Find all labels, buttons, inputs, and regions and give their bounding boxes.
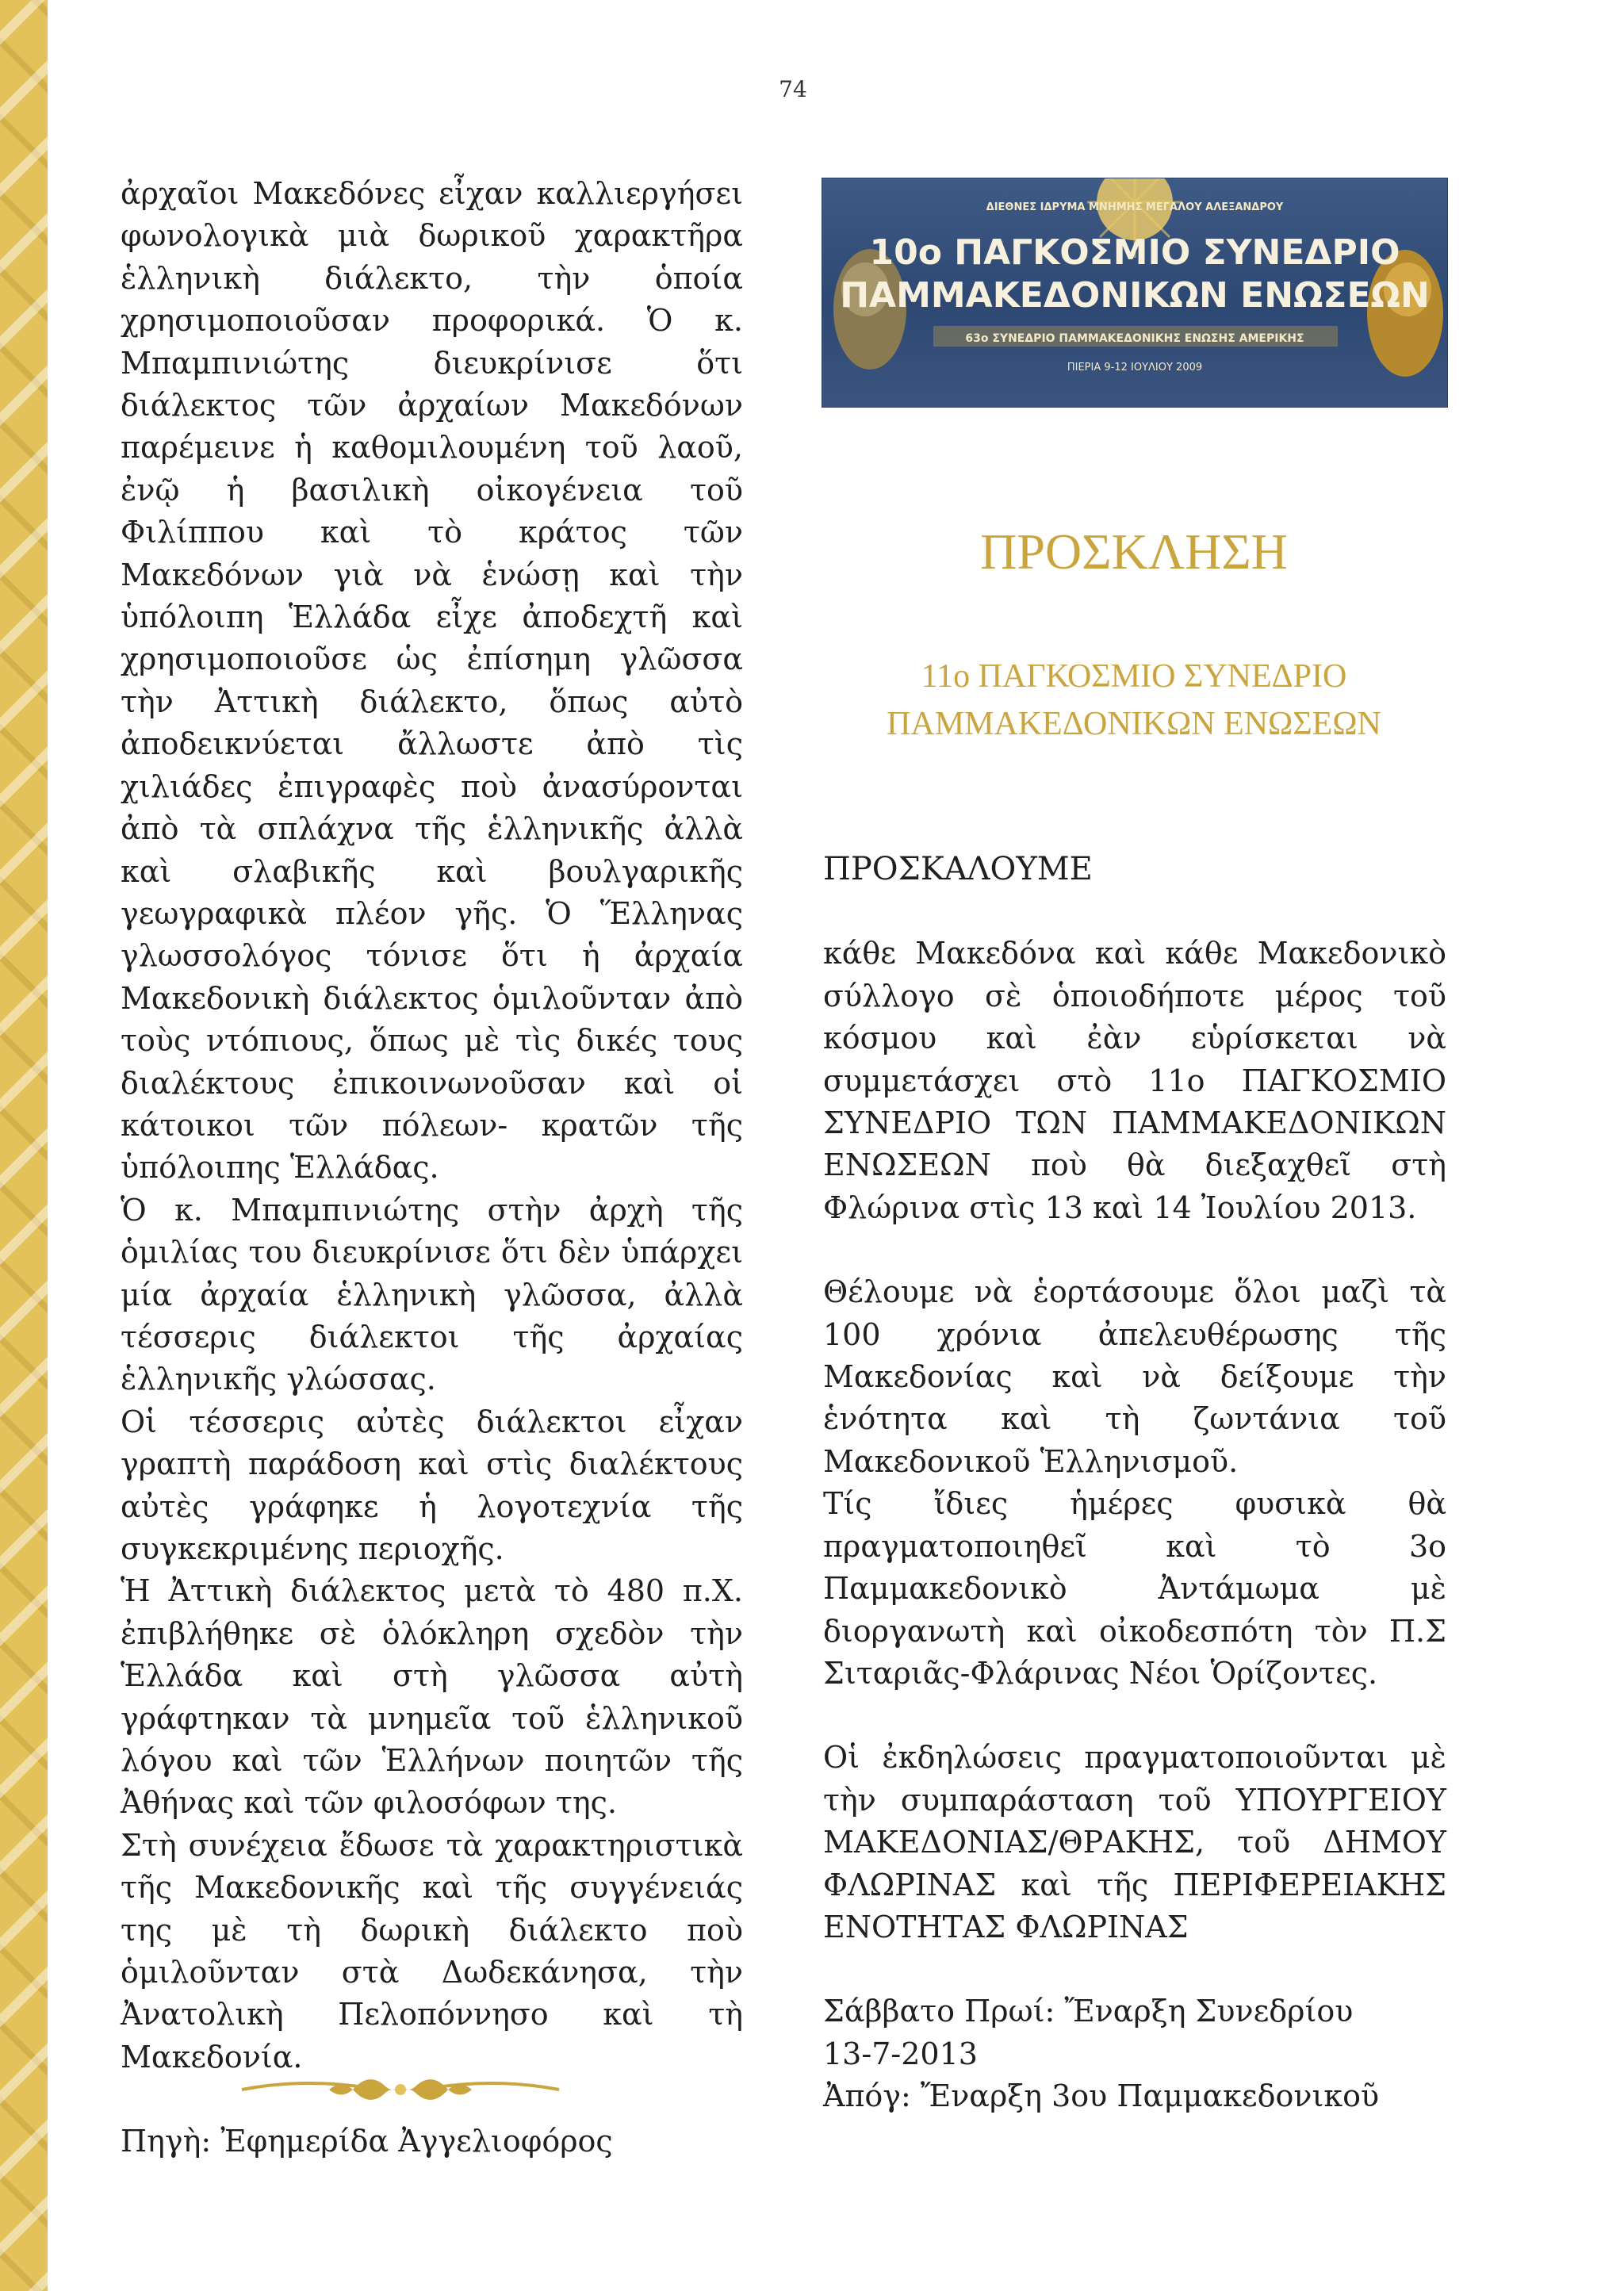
page-number: 74 bbox=[779, 76, 807, 102]
heading-invitation: ΠΡΟΣΚΛΗΣΗ bbox=[980, 523, 1288, 580]
subheading-line: 11ο ΠΑΓΚΟΣΜΙΟ ΣΥΝΕΔΡΙΟ bbox=[921, 658, 1347, 695]
right-column bbox=[823, 849, 1446, 2118]
ornament-divider bbox=[234, 2062, 567, 2117]
banner-title-line2: ΠΑΜΜΑΚΕΔΟΝΙΚΩΝ ΕΝΩΣΕΩΝ bbox=[840, 275, 1430, 316]
banner-title-line1: 10ο ΠΑΓΚΟΣΜΙΟ ΣΥΝΕΔΡΙΟ bbox=[869, 232, 1400, 273]
paragraph: Οἱ τέσσερις αὐτὲς διάλεκτοι εἶχαν γραπτὴ παράδοση καὶ στὶς διαλέκτους αὐτὲς γράφηκε ἡ λογοτεχνία τῆς συγκεκριμένης περιοχῆς. bbox=[121, 1404, 743, 1566]
schedule-line: Σάββατο Πρωί: Ἔναρξη Συνεδρίου bbox=[823, 1994, 1354, 2029]
paragraph: Ὁ κ. Μπαμπινιώτης στὴν ἀρχὴ τῆς ὁμιλίας του διευκρίνισε ὅτι δὲν ὑπάρχει μία ἀρχαία ἑλληνικὴ γλῶσσα, ἀλλὰ τέσσερις διάλεκτοι τῆς ἀρχαίας ἑλληνικῆς γλώσσας. bbox=[121, 1192, 743, 1397]
paragraph: Θέλουμε νὰ ἑορτάσουμε ὅλοι μαζὶ τὰ 100 χρόνια ἀπελευθέρωσης τῆς Μακεδονίας καὶ νὰ δείξουμε τὴν ἑνότητα καὶ τὴ ζωντάνια τοῦ Μακεδονικοῦ Ἑλληνισμοῦ. bbox=[823, 1274, 1446, 1479]
paragraph: κάθε Μακεδόνα καὶ κάθε Μακεδονικὸ σύλλογο σὲ ὁποιοδήποτε μέρος τοῦ κόσμου καὶ ἐὰν εὑρίσκεται νὰ συμμετάσχει στὸ 11ο ΠΑΓΚΟΣΜΙΟ ΣΥΝΕΔΡΙΟ ΤΩΝ ΠΑΜΜΑΚΕΔΟΝΙΚΩΝ ΕΝΩΣΕΩΝ ποὺ θὰ διεξαχθεῖ στὴ Φλώρινα στὶς 13 καὶ 14 Ἰουλίου 2013. bbox=[823, 936, 1446, 1225]
source-line: Πηγὴ: Ἐφημερίδα Ἀγγελιοφόρος bbox=[121, 2124, 613, 2159]
banner-top-line: ΔΙΕΘΝΕΣ ΙΔΡΥΜΑ ΜΝΗΜΗΣ ΜΕΓΑΛΟΥ ΑΛΕΞΑΝΔΡΟΥ bbox=[986, 201, 1284, 213]
paragraph: Στὴ συνέχεια ἔδωσε τὰ χαρακτηριστικὰ τῆς Μακεδονικῆς καὶ τῆς συγγένειάς της μὲ τὴ δωρικὴ διάλεκτο ποὺ ὁμιλοῦνταν στὰ Δωδεκάνησα, τὴν Ἀνατολικὴ Πελοπόννησο καὶ τὴ Μακεδονία. bbox=[121, 1827, 743, 2075]
banner-date-line: ΠΙΕΡΙΑ 9-12 ΙΟΥΛΙΟΥ 2009 bbox=[1067, 362, 1203, 374]
paragraph: ἀρχαῖοι Μακεδόνες εἶχαν καλλιεργήσει φωνολογικὰ μιὰ δωρικοῦ χαρακτῆρα ἑλληνικὴ διάλεκτο, τὴν ὁποία χρησιμοποιοῦσαν προφορικά. Ὁ κ. Μπαμπινιώτης διευκρίνισε ὅτι διάλεκτος τῶν ἀρχαίων Μακεδόνων παρέμεινε ἡ καθομιλουμένη τοῦ λαοῦ, ἐνῷ ἡ βασιλικὴ οἰκογένεια τοῦ Φιλίππου καὶ τὸ κράτος τῶν Μακεδόνων γιὰ νὰ ἑνώσῃ καὶ τὴν ὑπόλοιπη Ἑλλάδα εἶχε ἀποδεχτῆ καὶ χρησιμοποιοῦσε ὡς ἐπίσημη γλῶσσα τὴν Ἀττικὴ διάλεκτο, ὅπως αὐτὸ ἀποδεικνύεται ἄλλωστε ἀπὸ τὶς χιλιάδες ἐπιγραφὲς ποὺ ἀνασύρονται ἀπὸ τὰ σπλάχνα τῆς ἑλληνικῆς ἀλλὰ καὶ σλαβικῆς καὶ βουλγαρικῆς γεωγραφικὰ πλέον γῆς. Ὁ Ἕλληνας γλωσσολόγος τόνισε ὅτι ἡ ἀρχαία Μακεδονικὴ διάλεκτος ὁμιλοῦνταν ἀπὸ τοὺς ντόπιους, ὅπως μὲ τὶς δικές τους διαλέκτους ἐπικοινωνοῦσαν καὶ οἱ κάτοικοι τῶν πόλεων- κρατῶν τῆς ὑπόλοιπης Ἑλλάδας. bbox=[121, 176, 743, 1186]
schedule-line: 13-7-2013 bbox=[823, 2036, 978, 2071]
paragraph: Οἱ ἐκδηλώσεις πραγματοποιοῦνται μὲ τὴν συμπαράσταση τοῦ ΥΠΟΥΡΓΕΙΟΥ ΜΑΚΕΔΟΝΙΑΣ/ΘΡΑΚΗΣ, τοῦ ΔΗΜΟΥ ΦΛΩΡΙΝΑΣ καὶ τῆς ΠΕΡΙΦΕΡΕΙΑΚΗΣ ΕΝΟΤΗΤΑΣ ΦΛΩΡΙΝΑΣ bbox=[823, 1740, 1446, 1944]
congress-banner-photo bbox=[822, 178, 1448, 408]
decorative-border bbox=[0, 0, 48, 2291]
banner-sub-line: 63ο ΣΥΝΕΔΡΙΟ ΠΑΜΜΑΚΕΔΟΝΙΚΗΣ ΕΝΩΣΗΣ ΑΜΕΡΙΚΗΣ bbox=[965, 332, 1304, 345]
greeting: ΠΡΟΣΚΑΛΟΥΜΕ bbox=[823, 851, 1093, 887]
schedule-line: Ἀπόγ: Ἔναρξη 3ου Παμμακεδονικοῦ bbox=[823, 2078, 1380, 2114]
paragraph: Τίς ἴδιες ἡμέρες φυσικὰ θὰ πραγματοποιηθεῖ καὶ τὸ 3ο Παμμακεδονικὸ Ἀντάμωμα μὲ διοργανωτὴ καὶ οἰκοδεσπότη τὸν Π.Σ Σιταριᾶς-Φλάρινας Νέοι Ὁρίζοντες. bbox=[823, 1486, 1446, 1691]
subheading-line: ΠΑΜΜΑΚΕΔΟΝΙΚΩΝ ΕΝΩΣΕΩΝ bbox=[887, 706, 1381, 742]
left-column bbox=[121, 173, 743, 2163]
paragraph: Ἡ Ἀττικὴ διάλεκτος μετὰ τὸ 480 π.Χ. ἐπιβλήθηκε σὲ ὁλόκληρη σχεδὸν τὴν Ἑλλάδα καὶ στὴ γλῶσσα αὐτὴ γράφτηκαν τὰ μνημεῖα τοῦ ἑλληνικοῦ λόγου καὶ τῶν Ἑλλήνων ποιητῶν τῆς Ἀθήνας καὶ τῶν φιλοσόφων της. bbox=[121, 1573, 743, 1821]
subheading-congress bbox=[822, 653, 1446, 748]
